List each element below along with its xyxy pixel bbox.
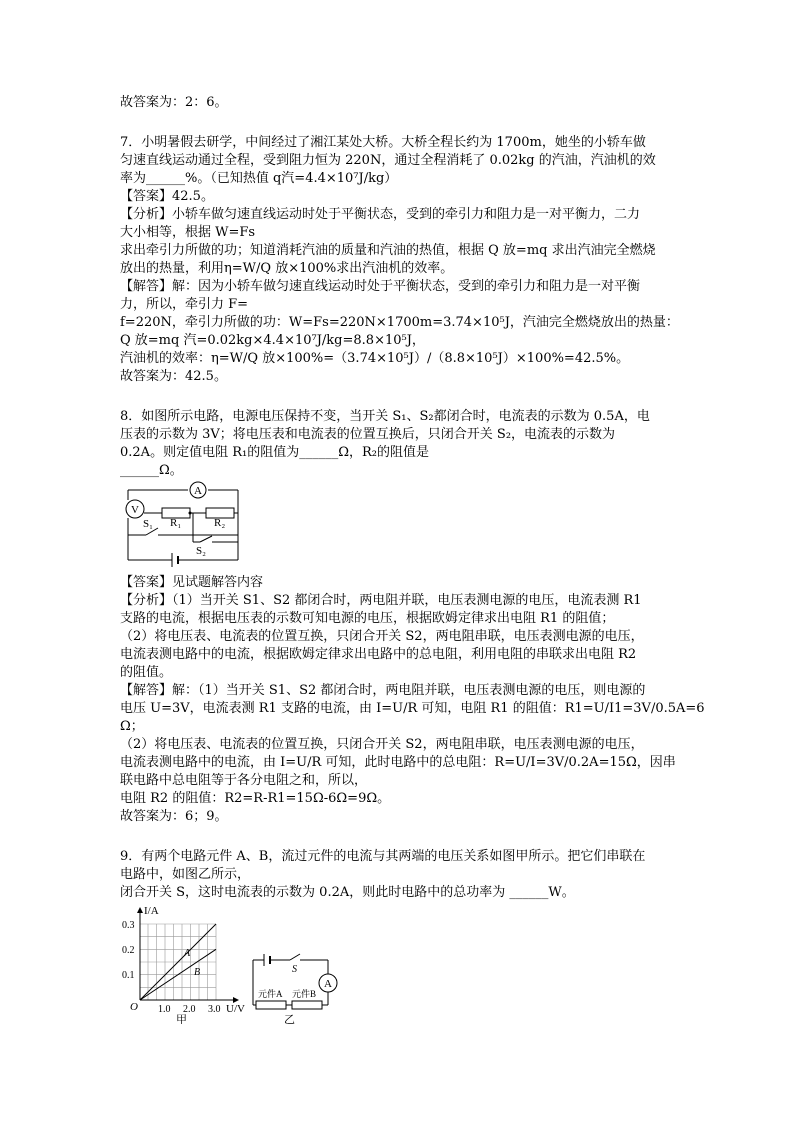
resistor-r2-label: R₂ <box>214 517 226 529</box>
q8-solution-7: 电阻 R2 的阻值：R2=R-R1=15Ω-6Ω=9Ω。 <box>120 791 391 806</box>
y-axis-label: I/A <box>144 905 159 917</box>
q8-line-3: 0.2A。则定值电阻 R₁的阻值为______Ω，R₂的阻值是 <box>120 445 429 460</box>
y-tick-0-2: 0.2 <box>122 945 135 956</box>
q8-analysis-4: 电流表测电路中的电流，根据欧姆定律求出电路中的总电阻，利用电阻的串联求出电阻 R2 <box>120 647 637 662</box>
x-tick-1: 1.0 <box>158 1004 171 1015</box>
q9-line-2: 电路中，如图乙所示， <box>120 867 251 882</box>
element-a-label: 元件A <box>258 989 283 999</box>
q8-line-2: 压表的示数为 3V；将电压表和电流表的位置互换后，只闭合开关 S₂，电流表的示数为 <box>120 427 616 442</box>
q7-end: 故答案为：42.5。 <box>120 369 227 384</box>
q7-analysis-3: 求出牵引力所做的功；知道消耗汽油的质量和汽油的热值，根据 Q 放=mq 求出汽油完全燃烧 <box>120 243 656 258</box>
ammeter-label: A <box>194 485 202 497</box>
voltmeter-label: V <box>131 504 139 516</box>
switch-s1-label: S₁ <box>143 518 153 530</box>
q8-end: 故答案为：6；9。 <box>120 809 228 824</box>
q7-line-3: 率为______%。（已知热值 q汽=4.4×10⁷J/kg） <box>120 171 398 186</box>
q8-solution-4: （2）将电压表、电流表的位置互换，只闭合开关 S2，两电阻串联，电压表测电源的电压， <box>120 737 644 752</box>
x-axis-label: U/V <box>226 1003 245 1015</box>
q7-solution-3: f=220N，牵引力所做的功：W=Fs=220N×1700m=3.74×10⁵J，汽油完全燃烧放出的热量： <box>120 315 679 330</box>
q8-solution-5: 电流表测电路中的电流，由 I=U/R 可知，此时电路中的总电阻：R=U/I=3V/0.2A=15Ω，因串 <box>120 755 676 770</box>
circuit-caption: 乙 <box>284 1014 295 1025</box>
q7-line-2: 匀速直线运动通过全程，受到阻力恒为 220N，通过全程消耗了 0.02kg 的汽油，汽油机的效 <box>120 153 656 168</box>
q9-series-circuit <box>250 950 350 1025</box>
y-tick-0-3: 0.3 <box>122 920 135 931</box>
q8-solution-3: Ω； <box>120 719 144 734</box>
q8-circuit-diagram <box>118 480 248 572</box>
q8-analysis-3: （2）将电压表、电流表的位置互换，只闭合开关 S2，两电阻串联，电压表测电源的电压， <box>120 629 644 644</box>
q7-analysis-1: 【分析】小轿车做匀速直线运动时处于平衡状态，受到的牵引力和阻力是一对平衡力，二力 <box>120 207 641 222</box>
q8-analysis-1: 【分析】（1）当开关 S1、S2 都闭合时，两电阻并联，电压表测电源的电压，电流表测 R1 <box>120 593 642 608</box>
switch-s2-label: S₂ <box>196 545 206 557</box>
q8-line-1: 8．如图所示电路，电源电压保持不变，当开关 S₁、S₂都闭合时，电流表的示数为 0.5A，电 <box>120 409 650 424</box>
q7-solution-5: 汽油机的效率：η=W/Q 放×100%=（3.74×10⁵J）/（8.8×10⁵J）×100%=42.5%。 <box>120 351 630 366</box>
x-tick-3: 3.0 <box>208 1004 221 1015</box>
resistor-r1-label: R₁ <box>170 517 182 529</box>
origin-label: O <box>130 1001 138 1013</box>
q8-analysis-5: 的阻值。 <box>120 665 173 680</box>
q7-solution-4: Q 放=mq 汽=0.02kg×4.4×10⁷J/kg=8.8×10⁵J， <box>120 333 425 348</box>
switch-s-label: S <box>292 964 297 975</box>
line-b-label: B <box>194 967 201 978</box>
y-tick-0-1: 0.1 <box>122 970 135 981</box>
q7-answer: 【答案】42.5。 <box>120 189 214 204</box>
q9-iv-graph <box>120 902 250 1024</box>
x-tick-2: 2.0 <box>183 1004 196 1015</box>
q9-line-1: 9．有两个电路元件 A、B，流过元件的电流与其两端的电压关系如图甲所示。把它们串联在 <box>120 849 646 864</box>
q8-solution-6: 联电路中总电阻等于各分电阻之和，所以， <box>120 773 368 788</box>
q7-analysis-2: 大小相等，根据 W=Fs <box>120 225 256 240</box>
q8-answer: 【答案】见试题解答内容 <box>120 575 264 590</box>
q8-line-4: ______Ω。 <box>120 463 183 478</box>
q7-solution-2: 力，所以，牵引力 F= <box>120 297 249 312</box>
ammeter-label: A <box>324 978 332 990</box>
q7-line-1: 7．小明暑假去研学，中间经过了湘江某处大桥。大桥全程长约为 1700m，她坐的小轿车做 <box>120 135 646 150</box>
graph-caption: 甲 <box>176 1014 187 1024</box>
q7-analysis-4: 放出的热量，利用η=W/Q 放×100%求出汽油机的效率。 <box>120 261 454 276</box>
line-a-label: A <box>184 948 191 959</box>
q8-solution-1: 【解答】解：（1）当开关 S1、S2 都闭合时，两电阻并联，电压表测电源的电压，则电源的 <box>120 683 646 698</box>
q8-solution-2: 电压 U=3V，电流表测 R1 支路的电流，由 I=U/R 可知，电阻 R1 的阻值：R1=U/I1=3V/0.5A=6 <box>120 701 705 716</box>
q9-line-3: 闭合开关 S，这时电流表的示数为 0.2A，则此时电路中的总功率为 ______W。 <box>120 885 575 900</box>
q6-end: 故答案为：2：6。 <box>120 95 228 110</box>
element-b-label: 元件B <box>292 989 317 999</box>
q7-solution-1: 【解答】解：因为小轿车做匀速直线运动时处于平衡状态，受到的牵引力和阻力是一对平衡 <box>120 279 641 294</box>
q8-analysis-2: 支路的电流，根据电压表的示数可知电源的电压，根据欧姆定律求出电阻 R1 的阻值； <box>120 611 615 626</box>
